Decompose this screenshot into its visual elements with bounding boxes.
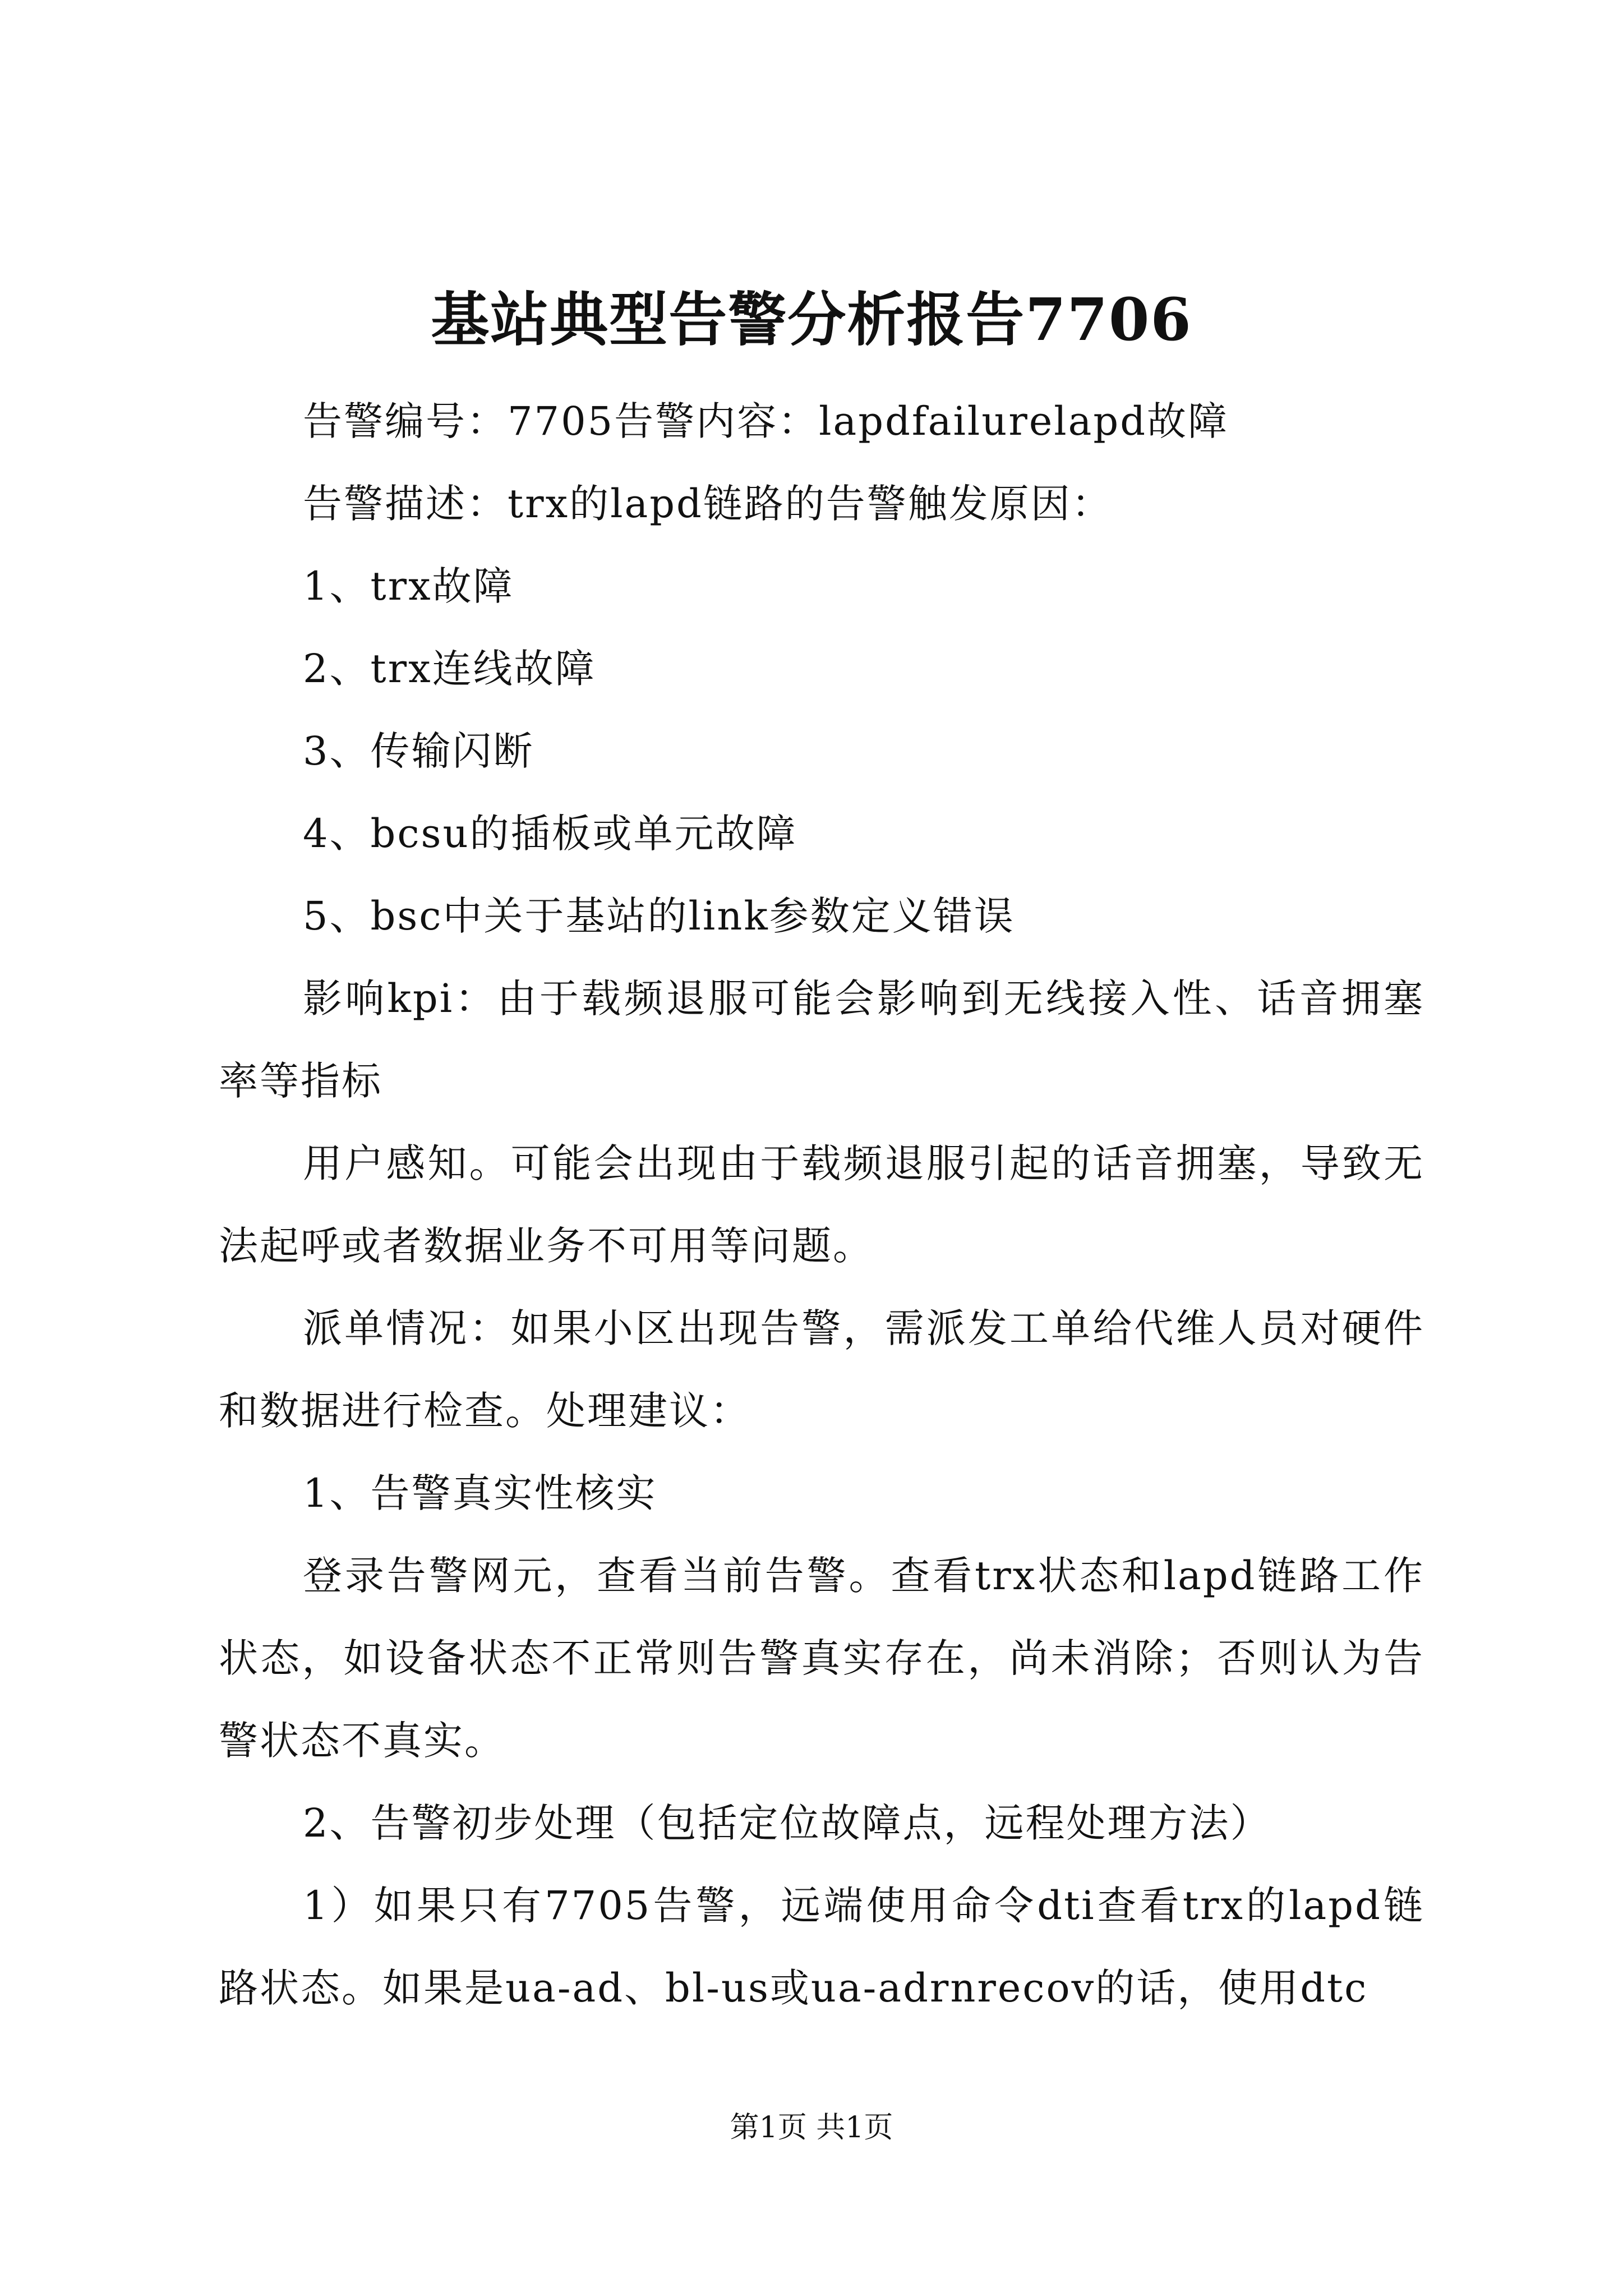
paragraph-alarm-description: 告警描述：trx的lapd链路的告警触发原因： — [303, 481, 1113, 527]
list-item-cause-4: 4、bcsu的插板或单元故障 — [303, 811, 797, 857]
paragraph-kpi-impact: 影响kpi：由于载频退服可能会影响到无线接入性、话音拥塞率等指标 — [219, 976, 1424, 1104]
list-item-cause-3: 3、传输闪断 — [303, 728, 534, 774]
paragraph-dispatch: 派单情况：如果小区出现告警，需派发工单给代维人员对硬件和数据进行检查。处理建议： — [219, 1305, 1424, 1434]
paragraph-verification: 登录告警网元，查看当前告警。查看trx状态和lapd链路工作状态，如设备状态不正常则告警真实存在，尚未消除；否则认为告警状态不真实。 — [219, 1553, 1424, 1764]
list-item-suggestion-1: 1、告警真实性核实 — [303, 1470, 657, 1516]
paragraph-initial-handling: 1）如果只有7705告警，远端使用命令dti查看trx的lapd链路状态。如果是ua-ad、bl-us或ua-adrnrecov的话，使用dtc — [219, 1883, 1424, 2011]
paragraph-alarm-id: 告警编号：7705告警内容：lapdfailurelapd故障 — [303, 398, 1229, 444]
paragraph-user-perception: 用户感知。可能会出现由于载频退服引起的话音拥塞，导致无法起呼或者数据业务不可用等问题。 — [219, 1140, 1424, 1269]
list-item-suggestion-2: 2、告警初步处理（包括定位故障点，远程处理方法） — [303, 1800, 1271, 1846]
document-title: 基站典型告警分析报告7706 — [431, 285, 1192, 354]
list-item-cause-2: 2、trx连线故障 — [303, 646, 596, 692]
list-item-cause-5: 5、bsc中关于基站的link参数定义错误 — [303, 893, 1015, 939]
page-footer: 第1页 共1页 — [730, 2111, 893, 2145]
list-item-cause-1: 1、trx故障 — [303, 563, 514, 609]
document-body — [219, 380, 1424, 2030]
